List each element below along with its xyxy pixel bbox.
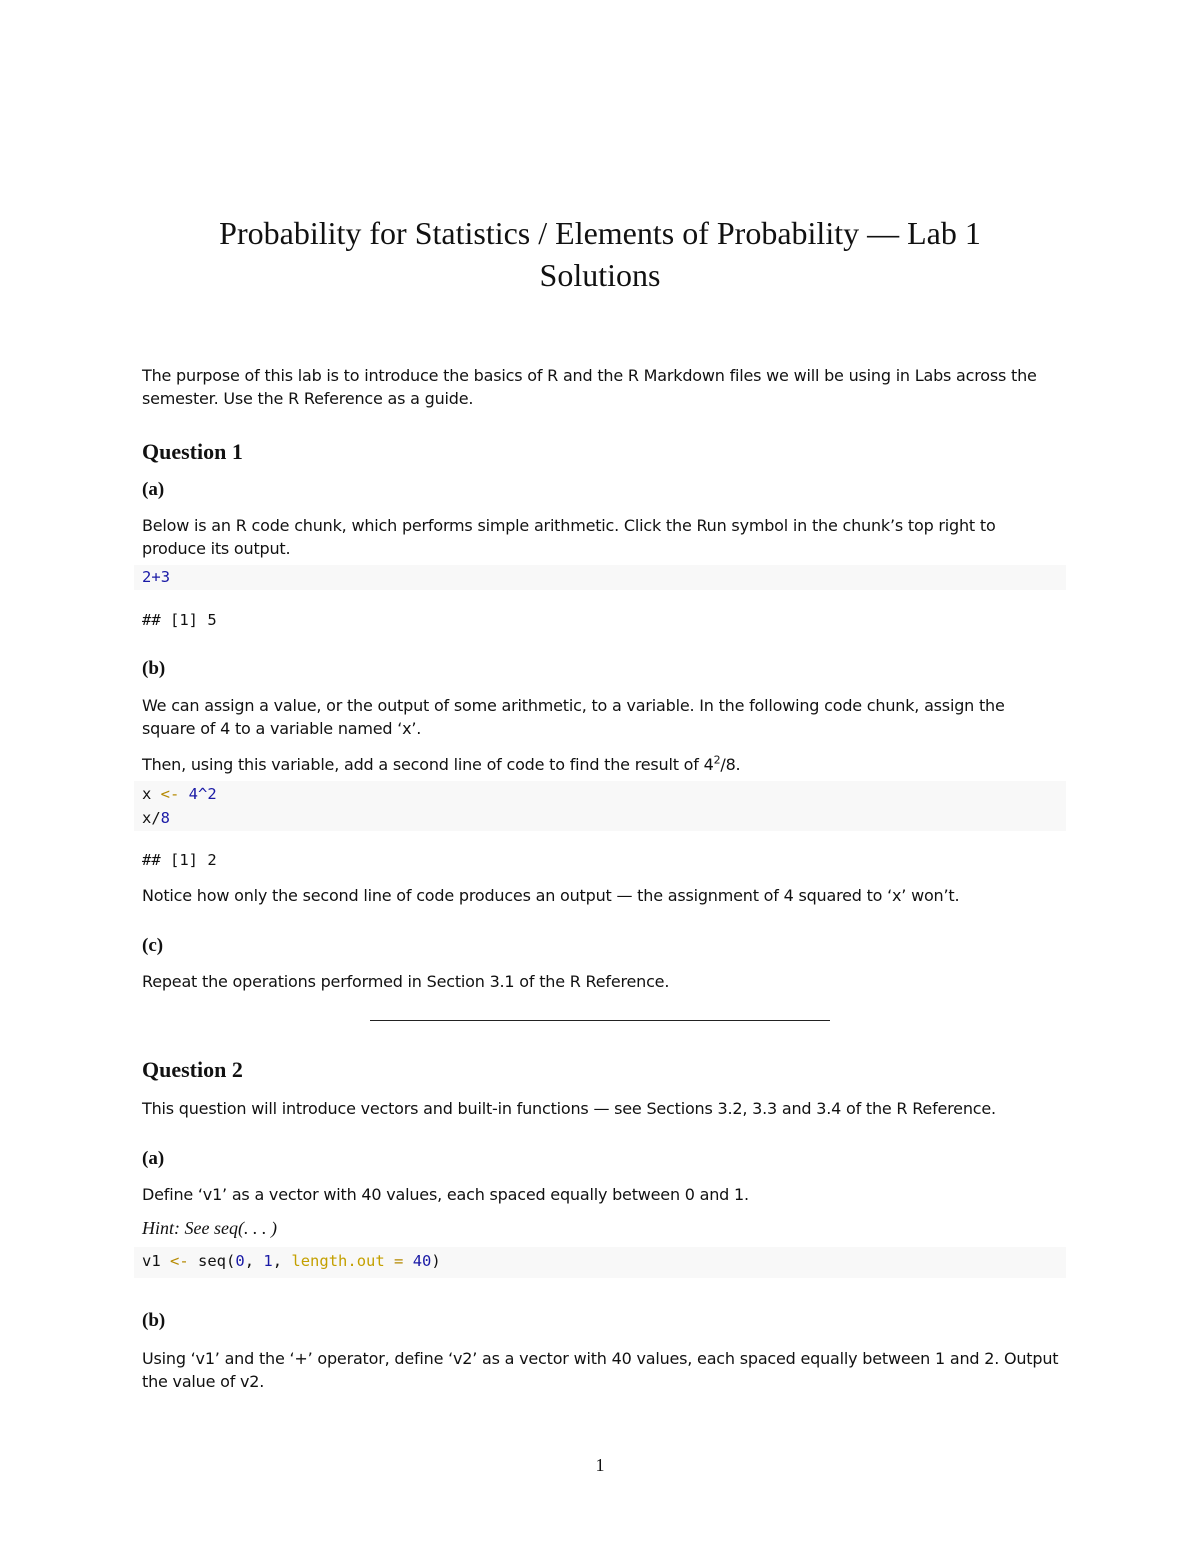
code-function: seq(	[188, 1252, 236, 1270]
q2a-label	[142, 1147, 1062, 1171]
q2a-label-text: (a)	[142, 1148, 165, 1169]
code-number: 2	[142, 568, 152, 586]
q2b-paragraph	[142, 1347, 1082, 1393]
title-line-2: Solutions	[539, 257, 661, 293]
q1b-superscript: 2	[713, 753, 721, 767]
code-operator: +	[151, 568, 161, 586]
code-variable: x/	[142, 809, 161, 827]
q1a-paragraph	[142, 514, 1062, 560]
q2a-paragraph	[142, 1183, 1062, 1206]
intro-text: The purpose of this lab is to introduce the basics of R and the R Markdown files we will be using in Labs across the semester. Use the R Reference as a guide.	[142, 366, 1037, 408]
code-close-paren: )	[431, 1252, 441, 1270]
q1c-text: Repeat the operations performed in Section 3.1 of the R Reference.	[142, 972, 670, 991]
q1a-text: Below is an R code chunk, which performs simple arithmetic. Click the Run symbol in the chunk’s top right to produce its output.	[142, 516, 996, 558]
q2b-label	[142, 1309, 1062, 1333]
q1a-output: ## [1] 5	[142, 611, 217, 629]
q2-intro-text: This question will introduce vectors and built-in functions — see Sections 3.2, 3.3 and 3.4 of the R Reference.	[142, 1099, 996, 1118]
question-2-title: Question 2	[142, 1057, 243, 1082]
code-argument-name: length.out	[291, 1252, 385, 1270]
q1a-code-chunk[interactable]	[134, 565, 1066, 590]
code-number: 8	[160, 809, 171, 827]
q1c-paragraph	[142, 970, 1062, 993]
title-line-1: Probability for Statistics / Elements of Probability — Lab 1	[219, 215, 981, 251]
code-assign-operator: <-	[160, 785, 180, 803]
question-1-title: Question 1	[142, 439, 243, 464]
q1b-paragraph-2	[142, 753, 1062, 776]
q1b-text-2	[142, 753, 1062, 776]
code-assign-operator: <-	[170, 1252, 189, 1270]
page-title	[0, 212, 1200, 296]
code-number: 1	[263, 1252, 273, 1270]
code-variable: v1	[142, 1252, 170, 1270]
code-comma: ,	[244, 1252, 264, 1270]
q2a-hint: Hint: See seq(. . . )	[142, 1218, 277, 1238]
q2a-text: Define ‘v1’ as a vector with 40 values, each spaced equally between 0 and 1.	[142, 1185, 749, 1204]
q1a-label-text: (a)	[142, 479, 165, 500]
q1b-output: ## [1] 2	[142, 851, 217, 869]
q1b-code-chunk[interactable]	[134, 781, 1066, 831]
question-1-heading	[142, 439, 1062, 465]
q1b-text-2-post: /8.	[720, 755, 741, 774]
q1b-text-2-pre: Then, using this variable, add a second line of code to find the result of 4	[142, 755, 714, 774]
code-number: 3	[160, 568, 171, 586]
question-2-heading	[142, 1057, 1062, 1083]
q2-intro-paragraph	[142, 1097, 1082, 1120]
q1b-text-1: We can assign a value, or the output of some arithmetic, to a variable. In the following code chunk, assign the square of 4 to a variable named ‘x’.	[142, 696, 1005, 738]
code-variable: x	[142, 785, 161, 803]
code-equals: =	[384, 1252, 413, 1270]
q2a-hint-paragraph	[142, 1217, 1062, 1240]
section-divider	[370, 1020, 830, 1021]
code-number: 40	[412, 1252, 432, 1270]
q2b-text: Using ‘v1’ and the ‘+’ operator, define ‘v2’ as a vector with 40 values, each spaced equally between 1 and 2. Output the value of v2.	[142, 1349, 1059, 1391]
page-number: 1	[595, 1455, 605, 1475]
q2b-label-text: (b)	[142, 1310, 166, 1331]
q1c-label	[142, 934, 1062, 958]
code-expression: 4^2	[179, 785, 217, 803]
q1b-label	[142, 657, 1062, 681]
q1b-note: Notice how only the second line of code produces an output — the assignment of 4 squared to ‘x’ won’t.	[142, 886, 960, 905]
q1c-label-text: (c)	[142, 935, 164, 956]
q1b-paragraph-1	[142, 694, 1062, 740]
code-number: 0	[235, 1252, 245, 1270]
q1a-label	[142, 478, 1062, 502]
q1b-note-paragraph	[142, 884, 1062, 907]
intro-paragraph	[142, 364, 1062, 410]
q1b-label-text: (b)	[142, 658, 166, 679]
q2a-code-chunk[interactable]	[134, 1247, 1066, 1278]
code-comma: ,	[272, 1252, 292, 1270]
